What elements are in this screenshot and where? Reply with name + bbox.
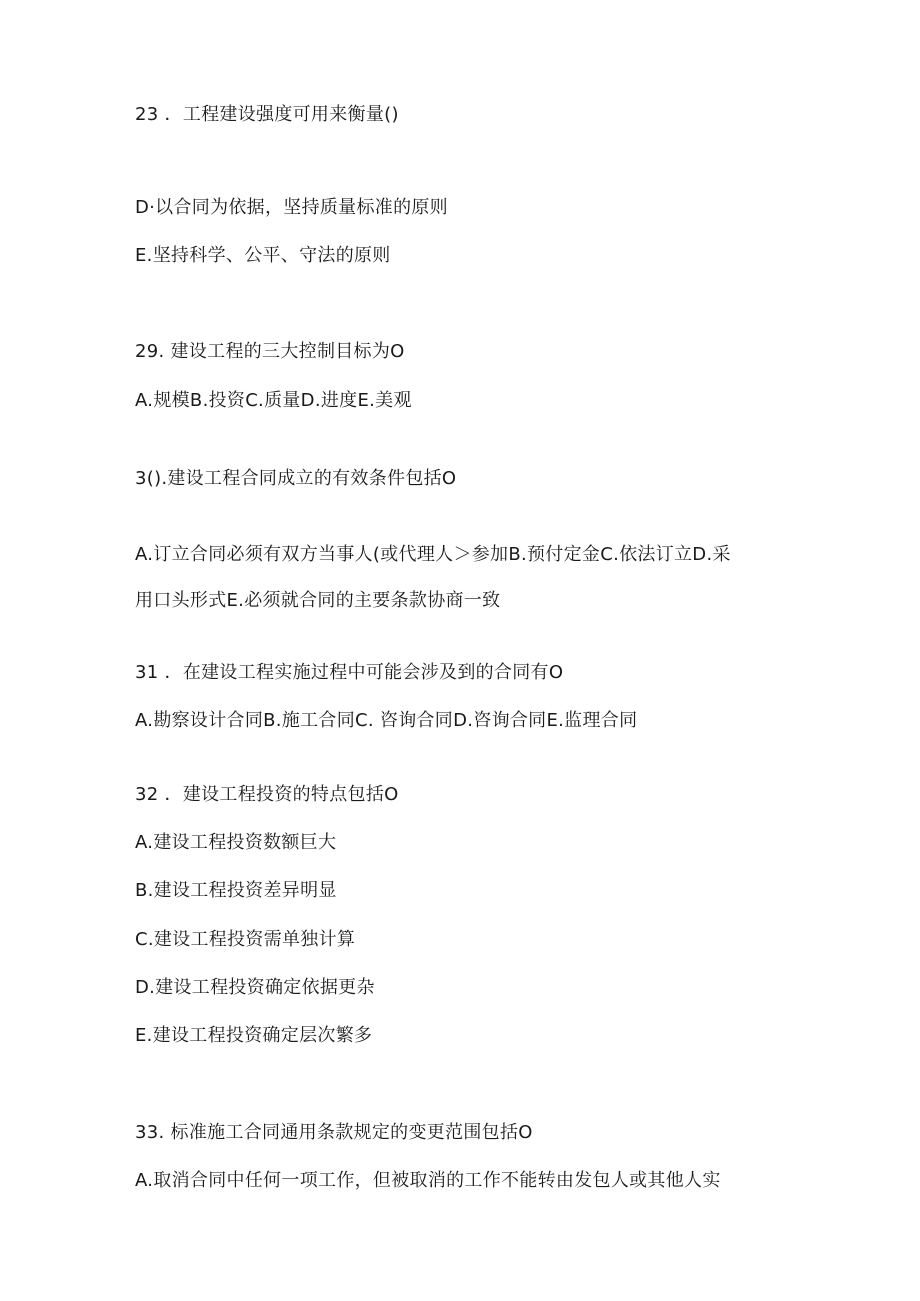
- question-29-options: A.规模B.投资C.质量D.进度E.美观: [135, 390, 412, 411]
- question-32-option-d: D.建设工程投资确定依据更杂: [135, 977, 375, 998]
- question-31-options: A.勘察设计合同B.施工合同C. 咨询合同D.咨询合同E.监理合同: [135, 710, 638, 731]
- option-e-line: E.坚持科学、公平、守法的原则: [135, 245, 391, 266]
- option-d-line: D·以合同为依据，坚持质量标准的原则: [135, 197, 448, 218]
- question-30-options-line-1: A.订立合同必须有双方当事人(或代理人＞参加B.预付定金C.依法订立D.采: [135, 544, 731, 565]
- question-31: 31 ．在建设工程实施过程中可能会涉及到的合同有O: [135, 662, 564, 683]
- question-32-option-a: A.建设工程投资数额巨大: [135, 832, 337, 853]
- question-32: 32 ．建设工程投资的特点包括O: [135, 784, 399, 805]
- question-23: 23 ．工程建设强度可用来衡量(): [135, 104, 399, 125]
- question-33: 33. 标准施工合同通用条款规定的变更范围包括O: [135, 1122, 533, 1143]
- question-32-option-e: E.建设工程投资确定层次繁多: [135, 1025, 373, 1046]
- question-30: 3().建设工程合同成立的有效条件包括O: [135, 468, 457, 489]
- question-32-option-c: C.建设工程投资需单独计算: [135, 929, 356, 950]
- question-30-options-line-2: 用口头形式E.必须就合同的主要条款协商一致: [135, 590, 501, 611]
- question-29: 29. 建设工程的三大控制目标为O: [135, 341, 405, 362]
- question-32-option-b: B.建设工程投资差异明显: [135, 880, 337, 901]
- question-33-option-a: A.取消合同中任何一项工作，但被取消的工作不能转由发包人或其他人实: [135, 1170, 721, 1191]
